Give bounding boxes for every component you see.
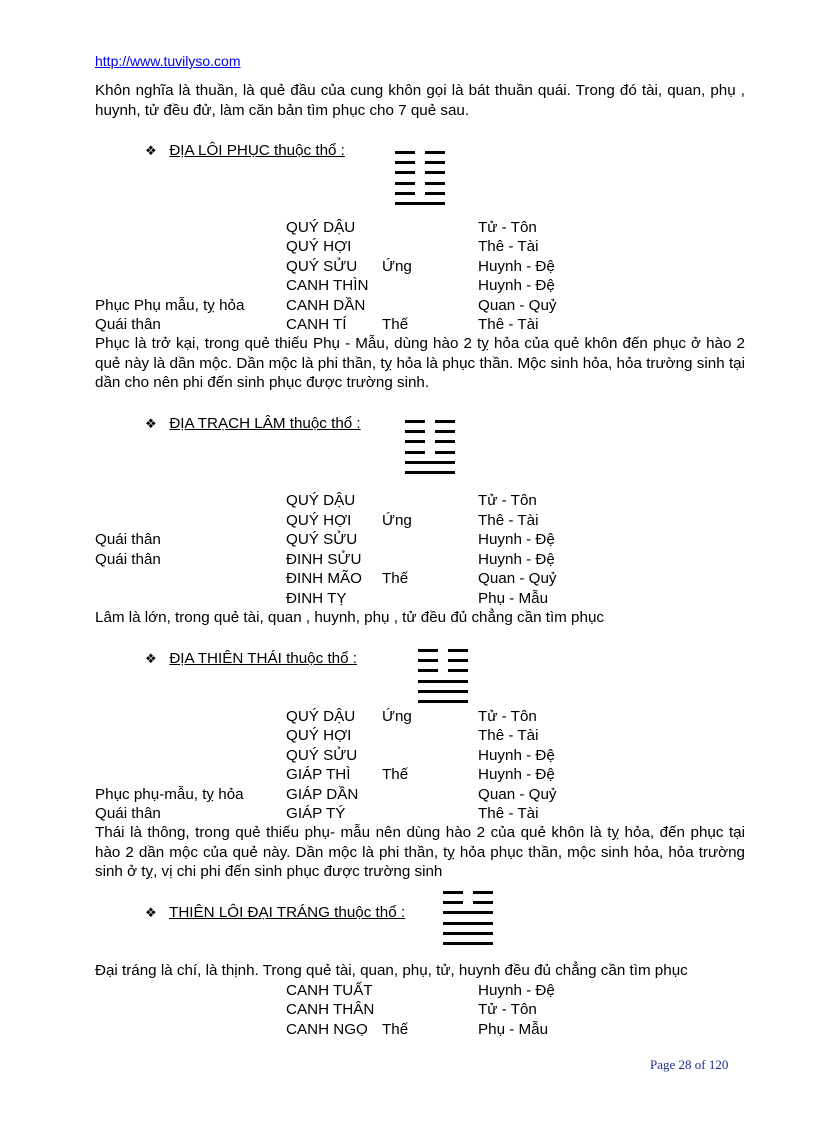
table-row: QUÝ HỢI Thê - Tài bbox=[286, 727, 539, 744]
hexagram-icon bbox=[418, 649, 468, 703]
yin-line-segment bbox=[435, 420, 455, 423]
header-url-link[interactable]: http://www.tuvilyso.com bbox=[95, 53, 241, 69]
section-title: ĐỊA THIÊN THÁI thuộc thổ : bbox=[169, 650, 357, 667]
section-heading-dia-loi-phuc bbox=[145, 141, 345, 160]
table-row: QUÝ HỢI Ứng Thê - Tài bbox=[286, 512, 539, 529]
yin-line-segment bbox=[418, 649, 438, 652]
yin-line-segment bbox=[418, 659, 438, 662]
table-row: CANH THÌN Huynh - Đệ bbox=[286, 277, 555, 294]
table-row: Quái thân ĐINH SỬU Huynh - Đệ bbox=[95, 551, 555, 568]
yang-line bbox=[395, 202, 445, 205]
section-title: ĐỊA LÔI PHỤC thuộc thổ : bbox=[169, 142, 345, 159]
yin-line-segment bbox=[395, 161, 415, 164]
yin-line-segment bbox=[405, 430, 425, 433]
yin-line-segment bbox=[473, 901, 493, 904]
yin-line-segment bbox=[418, 669, 438, 672]
section-paragraph: Lâm là lớn, trong quẻ tài, quan , huynh, phụ , tử đều đủ chẳng cần tìm phục bbox=[95, 609, 604, 626]
hexagram-icon bbox=[395, 151, 445, 205]
table-row: QUÝ DẬU Tử - Tôn bbox=[286, 219, 537, 236]
yin-line-segment bbox=[473, 891, 493, 894]
section-heading-dia-thien-thai bbox=[145, 649, 357, 668]
yang-line bbox=[443, 942, 493, 945]
table-row: QUÝ HỢI Thê - Tài bbox=[286, 238, 539, 255]
table-row: CANH NGỌ Thế Phụ - Mẫu bbox=[286, 1021, 549, 1038]
yang-line bbox=[405, 471, 455, 474]
table-row: Quái thân CANH TÍ Thế Thê - Tài bbox=[95, 316, 539, 333]
yang-line bbox=[443, 911, 493, 914]
yin-line-segment bbox=[395, 151, 415, 154]
yin-line-segment bbox=[448, 649, 468, 652]
section-paragraph: Thái là thông, trong quẻ thiếu phụ- mẫu nên dùng hào 2 của quẻ khôn là tỵ hỏa, đến phục tại hào 2 dần mộc của quẻ này. Dần mộc là phi thần, tỵ hỏa phục thần, mộc sinh hỏa, hỏa trường sinh ở tỵ, vị chi phi đến sinh phục được trường sinh bbox=[95, 824, 745, 880]
section-paragraph: Phục là trở kại, trong quẻ thiếu Phụ - Mẫu, dùng hào 2 tỵ hỏa của quẻ khôn đến phục ở hào 2 quẻ này là dần mộc. Dần mộc là phi thần, tỵ hỏa là phục thần. Mộc sinh hỏa, hỏa trường sinh tại dần cho nên phi đến sinh phục được trường sinh. bbox=[95, 335, 745, 391]
yin-line-segment bbox=[443, 891, 463, 894]
section-heading-dia-trach-lam bbox=[145, 414, 361, 433]
table-row: QUÝ SỬU Ứng Huynh - Đệ bbox=[286, 258, 555, 275]
section-heading-thien-loi-dai-trang bbox=[145, 903, 405, 922]
yin-line-segment bbox=[448, 669, 468, 672]
yin-line-segment bbox=[395, 182, 415, 185]
yin-line-segment bbox=[425, 182, 445, 185]
yin-line-segment bbox=[405, 440, 425, 443]
yin-line-segment bbox=[405, 420, 425, 423]
hexagram-icon bbox=[405, 420, 455, 474]
table-row: Phục phụ-mẫu, tỵ hỏa GIÁP DẦN Quan - Quỷ bbox=[95, 786, 557, 803]
table-row: Phục Phụ mẫu, tỵ hỏa CANH DẦN Quan - Quỷ bbox=[95, 297, 557, 314]
yin-line-segment bbox=[395, 171, 415, 174]
yin-line-segment bbox=[405, 451, 425, 454]
table-row: QUÝ DẬU Ứng Tử - Tôn bbox=[286, 708, 537, 725]
table-row: GIÁP THÌ Thế Huynh - Đệ bbox=[286, 766, 555, 783]
diamond-bullet-icon: ❖ bbox=[145, 905, 157, 920]
diamond-bullet-icon: ❖ bbox=[145, 651, 157, 666]
yin-line-segment bbox=[448, 659, 468, 662]
yin-line-segment bbox=[425, 171, 445, 174]
yang-line bbox=[405, 461, 455, 464]
yang-line bbox=[443, 922, 493, 925]
intro-paragraph: Khôn nghĩa là thuần, là quẻ đầu của cung khôn gọi là bát thuần quái. Trong đó tài, quan, phụ , huynh, tử đều đử, làm căn bản tìm phục cho 7 quẻ sau. bbox=[95, 82, 745, 119]
table-row: CANH TUẤT Huynh - Đệ bbox=[286, 982, 555, 999]
yang-line bbox=[418, 690, 468, 693]
table-row: QUÝ SỬU Huynh - Đệ bbox=[286, 747, 555, 764]
section-title: THIÊN LÔI ĐẠI TRÁNG thuộc thổ : bbox=[169, 904, 406, 921]
section-title: ĐỊA TRẠCH LÂM thuộc thổ : bbox=[169, 415, 361, 432]
yang-line bbox=[418, 700, 468, 703]
yang-line bbox=[443, 932, 493, 935]
yin-line-segment bbox=[435, 440, 455, 443]
yin-line-segment bbox=[425, 161, 445, 164]
diamond-bullet-icon: ❖ bbox=[145, 416, 157, 431]
table-row: ĐINH MÃO Thế Quan - Quỷ bbox=[286, 570, 557, 587]
page-number: Page 28 of 120 bbox=[650, 1057, 729, 1072]
table-row: CANH THÂN Tử - Tôn bbox=[286, 1001, 537, 1018]
yin-line-segment bbox=[425, 192, 445, 195]
diamond-bullet-icon: ❖ bbox=[145, 143, 157, 158]
yin-line-segment bbox=[435, 430, 455, 433]
hexagram-icon bbox=[443, 891, 493, 945]
yin-line-segment bbox=[395, 192, 415, 195]
table-row: Quái thân QUÝ SỬU Huynh - Đệ bbox=[95, 531, 555, 548]
table-row: ĐINH TỴ Phụ - Mẫu bbox=[286, 590, 549, 607]
yin-line-segment bbox=[425, 151, 445, 154]
section-paragraph: Đại tráng là chí, là thịnh. Trong quẻ tài, quan, phụ, tử, huynh đều đủ chẳng cần tìm phục bbox=[95, 962, 688, 979]
table-row: QUÝ DẬU Tử - Tôn bbox=[286, 492, 537, 509]
yin-line-segment bbox=[435, 451, 455, 454]
yin-line-segment bbox=[443, 901, 463, 904]
yang-line bbox=[418, 680, 468, 683]
table-row: Quái thân GIÁP TÝ Thê - Tài bbox=[95, 805, 539, 822]
